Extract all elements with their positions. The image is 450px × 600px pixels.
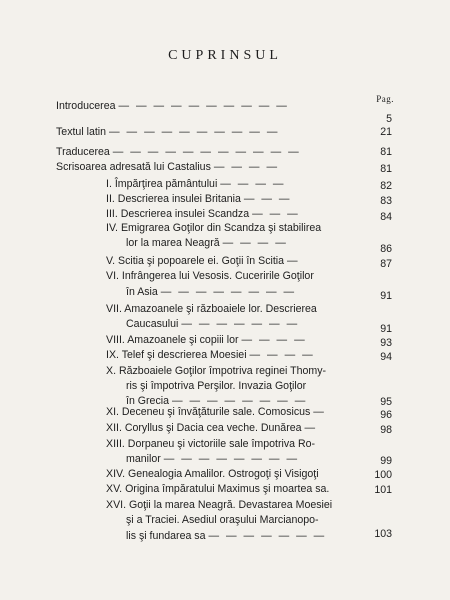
toc-entry-title: Textul latin [56,126,107,138]
toc-page-number: 93 [380,337,392,349]
chapter-number: X. [106,365,117,377]
chapter-title: în Asia [126,286,158,298]
chapter-number: V. [106,255,116,267]
leader-dashes: — — — — — — — [208,530,327,542]
toc-page-number: 5 [386,113,392,125]
leader-dashes: — — — [252,208,300,220]
toc-page-number: 103 [374,528,392,540]
toc-page-number: 91 [380,290,392,302]
toc-chapter [106,422,317,435]
chapter-title: ris şi împotriva Perşilor. Invazia Goţilor [126,380,307,392]
leader-dashes: — — — — — — — — [171,395,308,407]
toc-page-number: 91 [380,323,392,335]
chapter-title: Împărţirea pământului [114,178,218,190]
toc-chapter [106,178,285,191]
chapter-number: XVI. [106,499,127,511]
toc-page-number: 81 [380,146,392,158]
leader-dashes: — — — — — — — — [163,453,300,465]
chapter-number: VI. [106,270,119,282]
chapter-title: lis şi fundarea sa [126,530,206,542]
leader-dashes: — — — — — — — — — — [109,126,280,138]
leader-dashes: — — — — [220,178,286,190]
chapter-title: Amazoanele şi copiii lor [127,334,239,346]
page-column-label: Pag. [376,94,394,104]
toc-page-number: 84 [380,211,392,223]
leader-dashes: — — — — [222,237,288,249]
toc-entry-title: Introducerea [56,100,116,112]
toc-chapter [106,365,326,378]
chapter-title: Coryllus şi Dacia cea veche. Dunărea [124,422,302,434]
leader-dashes: — — — — [241,334,307,346]
toc-chapter [106,349,315,362]
toc-chapter-continued [126,286,296,299]
toc-entry-title: Traducerea [56,146,110,158]
chapter-title: Goţii la marea Neagră. Devastarea Moesiei [128,499,333,511]
toc-chapter [106,438,315,451]
toc-chapter-continued [126,514,319,527]
toc-chapter [106,406,326,419]
toc-page-number: 95 [380,396,392,408]
chapter-number: III. [106,208,118,220]
chapter-number: XIII. [106,438,125,450]
toc-chapter [106,222,321,235]
chapter-number: XI. [106,406,119,418]
chapter-title: Telef şi descrierea Moesiei [121,349,247,361]
toc-chapter-continued [126,237,288,250]
toc-page-number: 100 [374,469,392,481]
leader-dashes: — — — — — — — [181,318,300,330]
leader-dashes: — [304,422,318,434]
toc-chapter [106,208,300,221]
toc-entry [56,146,301,159]
toc-page-number: 81 [380,163,392,175]
toc-page-number: 87 [380,258,392,270]
toc-chapter [106,468,319,481]
chapter-title: lor la marea Neagră [126,237,220,249]
toc-page-number: 101 [374,484,392,496]
chapter-number: I. [106,178,112,190]
toc-page-number: 21 [380,126,392,138]
chapter-title: Descrierea insulei Britania [117,193,241,205]
chapter-title: Descrierea insulei Scandza [120,208,250,220]
toc-page-number: 96 [380,409,392,421]
chapter-title: şi a Traciei. Asediul oraşului Marcianopo- [126,514,319,526]
chapter-number: XIV. [106,468,126,480]
leader-dashes: — [287,255,300,267]
leader-dashes: — [313,406,326,418]
chapter-title: Războaiele Goţilor împotriva reginei Thomy- [118,365,327,377]
chapter-number: II. [106,193,115,205]
chapter-title: Amazoanele şi războaiele lor. Descrierea [124,303,317,315]
chapter-title: Emigrarea Goţilor din Scandza şi stabilirea [120,222,322,234]
chapter-number: VII. [106,303,122,315]
toc-chapter-continued [126,380,306,393]
toc-chapter [106,303,317,316]
toc-page-number: 99 [380,455,392,467]
toc-chapter [106,270,314,283]
toc-page-number: 94 [380,351,392,363]
toc-entry [56,126,279,139]
toc-chapter-continued [126,453,299,466]
chapter-title: Genealogia Amalilor. Ostrogoţi şi Visigoţi [128,468,319,480]
leader-dashes: — — — [243,193,292,205]
leader-dashes: — — — — [249,349,315,361]
toc-chapter [106,483,329,496]
toc-chapter [106,334,307,347]
chapter-title: Caucasului [126,318,179,330]
chapter-title: Origina împăratului Maximus şi moartea sa. [125,483,330,495]
chapter-number: VIII. [106,334,125,346]
chapter-number: IX. [106,349,119,361]
toc-entry [56,100,289,113]
page-title: CUPRINSUL [168,48,282,63]
toc-entry-title: Scrisoarea adresată lui Castalius [56,161,211,173]
leader-dashes: — — — — — — — — — — [118,100,289,112]
chapter-title: manilor [126,453,161,465]
toc-chapter-continued [126,318,299,331]
chapter-number: XII. [106,422,122,434]
toc-page-number: 82 [380,180,392,192]
chapter-number: IV. [106,222,118,234]
chapter-title: Dorpaneu şi victoriile sale împotriva Ro- [127,438,316,450]
toc-page-number: 86 [380,243,392,255]
chapter-title: Scitia şi popoarele ei. Goţii în Scitia [118,255,285,267]
toc-chapter [106,499,332,512]
toc-chapter-continued [126,530,326,543]
chapter-title: în Grecia [126,395,169,407]
toc-chapter [106,255,300,268]
toc-entry [56,161,279,174]
leader-dashes: — — — — — — — — [160,286,297,298]
leader-dashes: — — — — — — — — — — — [112,146,301,158]
chapter-number: XV. [106,483,123,495]
toc-page-number: 98 [380,424,392,436]
leader-dashes: — — — — [213,161,280,173]
chapter-title: Infrângerea lui Vesosis. Cuceririle Goţilor [121,270,314,282]
toc-chapter [106,193,291,206]
chapter-title: Deceneu şi învăţăturile sale. Comosicus [121,406,311,418]
toc-page-number: 83 [380,195,392,207]
